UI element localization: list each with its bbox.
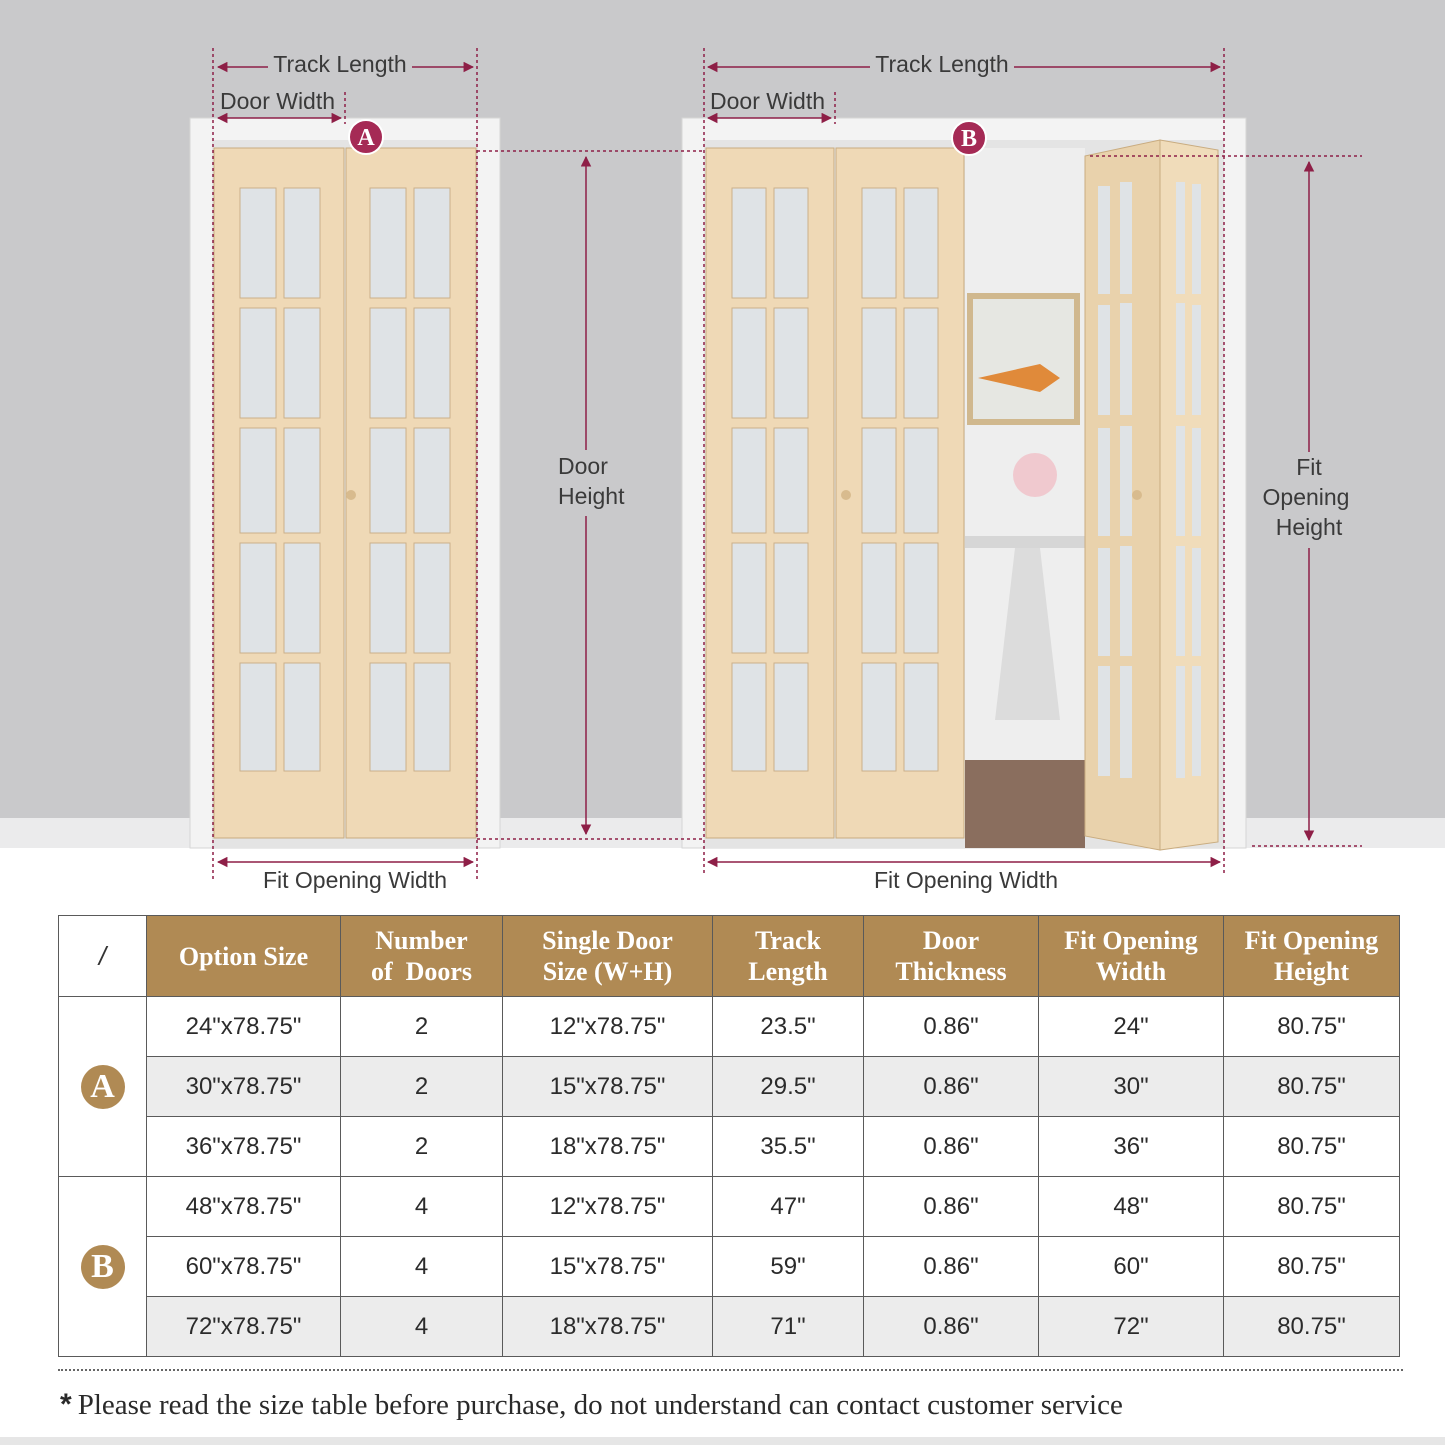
cell-number-of-doors: 2 (341, 1117, 503, 1177)
table-row (59, 1177, 1400, 1237)
cell-option-size: 60"x78.75" (147, 1237, 341, 1297)
door-width-label-b: Door Width (710, 88, 826, 114)
table-row (59, 1297, 1400, 1357)
fit-opening-height-label-line3: Height (1275, 514, 1343, 540)
folded-door-panel (1085, 140, 1218, 850)
header-door-thickness: Door Thickness (864, 916, 1039, 997)
cell-track-length: 29.5" (713, 1057, 864, 1117)
dotted-divider (58, 1369, 1403, 1371)
cell-number-of-doors: 4 (341, 1297, 503, 1357)
bottom-strip (0, 1437, 1445, 1445)
cell-door-thickness: 0.86" (864, 1117, 1039, 1177)
cell-option-size: 48"x78.75" (147, 1177, 341, 1237)
door-set-b (682, 118, 1246, 850)
cell-door-thickness: 0.86" (864, 1237, 1039, 1297)
table-row (59, 1117, 1400, 1177)
table-row (59, 1057, 1400, 1117)
group-a-cell (59, 997, 147, 1177)
cell-single-door-size: 12"x78.75" (503, 1177, 713, 1237)
cell-fit-opening-width: 72" (1039, 1297, 1224, 1357)
cell-track-length: 47" (713, 1177, 864, 1237)
cell-fit-opening-width: 48" (1039, 1177, 1224, 1237)
fit-opening-height-label-line1: Fit (1296, 454, 1322, 480)
cell-track-length: 59" (713, 1237, 864, 1297)
door-panel (706, 148, 834, 838)
group-a-badge: A (81, 1065, 125, 1109)
door-panel (214, 148, 344, 838)
cell-track-length: 35.5" (713, 1117, 864, 1177)
header-track-length: Track Length (713, 916, 864, 997)
cell-fit-opening-height: 80.75" (1224, 1297, 1400, 1357)
header-number-of-doors: Number of Doors (341, 916, 503, 997)
header-fit-opening-width: Fit Opening Width (1039, 916, 1224, 997)
fit-opening-height-label-line2: Opening (1262, 484, 1350, 510)
cell-option-size: 72"x78.75" (147, 1297, 341, 1357)
door-panel (836, 148, 964, 838)
door-height-label-line2: Height (558, 483, 625, 509)
door-width-label-a: Door Width (220, 88, 336, 114)
corner-cell: / (59, 916, 147, 997)
door-panel (346, 148, 476, 838)
cell-fit-opening-height: 80.75" (1224, 1177, 1400, 1237)
header-single-door-size: Single Door Size (W+H) (503, 916, 713, 997)
marker-b-label: B (960, 126, 978, 152)
group-b-badge: B (81, 1245, 125, 1289)
track-length-label-a: Track Length (273, 51, 407, 77)
cell-option-size: 30"x78.75" (147, 1057, 341, 1117)
asterisk: * (60, 1388, 72, 1421)
group-b-cell (59, 1177, 147, 1357)
header-fit-opening-height: Fit Opening Height (1224, 916, 1400, 997)
cell-number-of-doors: 4 (341, 1177, 503, 1237)
table-row (59, 1237, 1400, 1297)
fit-opening-width-label-b: Fit Opening Width (873, 867, 1059, 893)
cell-single-door-size: 15"x78.75" (503, 1237, 713, 1297)
door-knob (346, 490, 356, 500)
cell-track-length: 71" (713, 1297, 864, 1357)
cell-door-thickness: 0.86" (864, 1177, 1039, 1237)
door-knob (1132, 490, 1142, 500)
cell-fit-opening-width: 24" (1039, 997, 1224, 1057)
cell-fit-opening-width: 36" (1039, 1117, 1224, 1177)
cell-option-size: 36"x78.75" (147, 1117, 341, 1177)
cell-number-of-doors: 4 (341, 1237, 503, 1297)
cell-number-of-doors: 2 (341, 997, 503, 1057)
table-row (59, 997, 1400, 1057)
cell-single-door-size: 12"x78.75" (503, 997, 713, 1057)
size-table (58, 915, 1400, 1357)
cell-fit-opening-height: 80.75" (1224, 1117, 1400, 1177)
cell-fit-opening-width: 30" (1039, 1057, 1224, 1117)
cell-door-thickness: 0.86" (864, 1057, 1039, 1117)
marker-b (952, 121, 986, 155)
footnote (60, 1388, 1123, 1422)
footnote-text: Please read the size table before purchase, do not understand can contact customer service (77, 1389, 1123, 1421)
cell-door-thickness: 0.86" (864, 1297, 1039, 1357)
cell-fit-opening-width: 60" (1039, 1237, 1224, 1297)
cell-fit-opening-height: 80.75" (1224, 997, 1400, 1057)
cell-fit-opening-height: 80.75" (1224, 1237, 1400, 1297)
cell-single-door-size: 18"x78.75" (503, 1297, 713, 1357)
cell-fit-opening-height: 80.75" (1224, 1057, 1400, 1117)
marker-a-label: A (357, 125, 375, 151)
header-option-size: Option Size (147, 916, 341, 997)
door-set-a (190, 118, 500, 848)
door-knob (841, 490, 851, 500)
cell-single-door-size: 15"x78.75" (503, 1057, 713, 1117)
cell-door-thickness: 0.86" (864, 997, 1039, 1057)
door-height-label-line1: Door (558, 453, 608, 479)
table-top (965, 536, 1085, 548)
marker-a (349, 120, 383, 154)
table-header-row (59, 916, 1400, 997)
flowers (1013, 453, 1057, 497)
cell-track-length: 23.5" (713, 997, 864, 1057)
fit-opening-width-label-a: Fit Opening Width (262, 867, 448, 893)
cell-single-door-size: 18"x78.75" (503, 1117, 713, 1177)
cell-option-size: 24"x78.75" (147, 997, 341, 1057)
cell-number-of-doors: 2 (341, 1057, 503, 1117)
room-view (965, 148, 1085, 848)
track-length-label-b: Track Length (875, 51, 1009, 77)
